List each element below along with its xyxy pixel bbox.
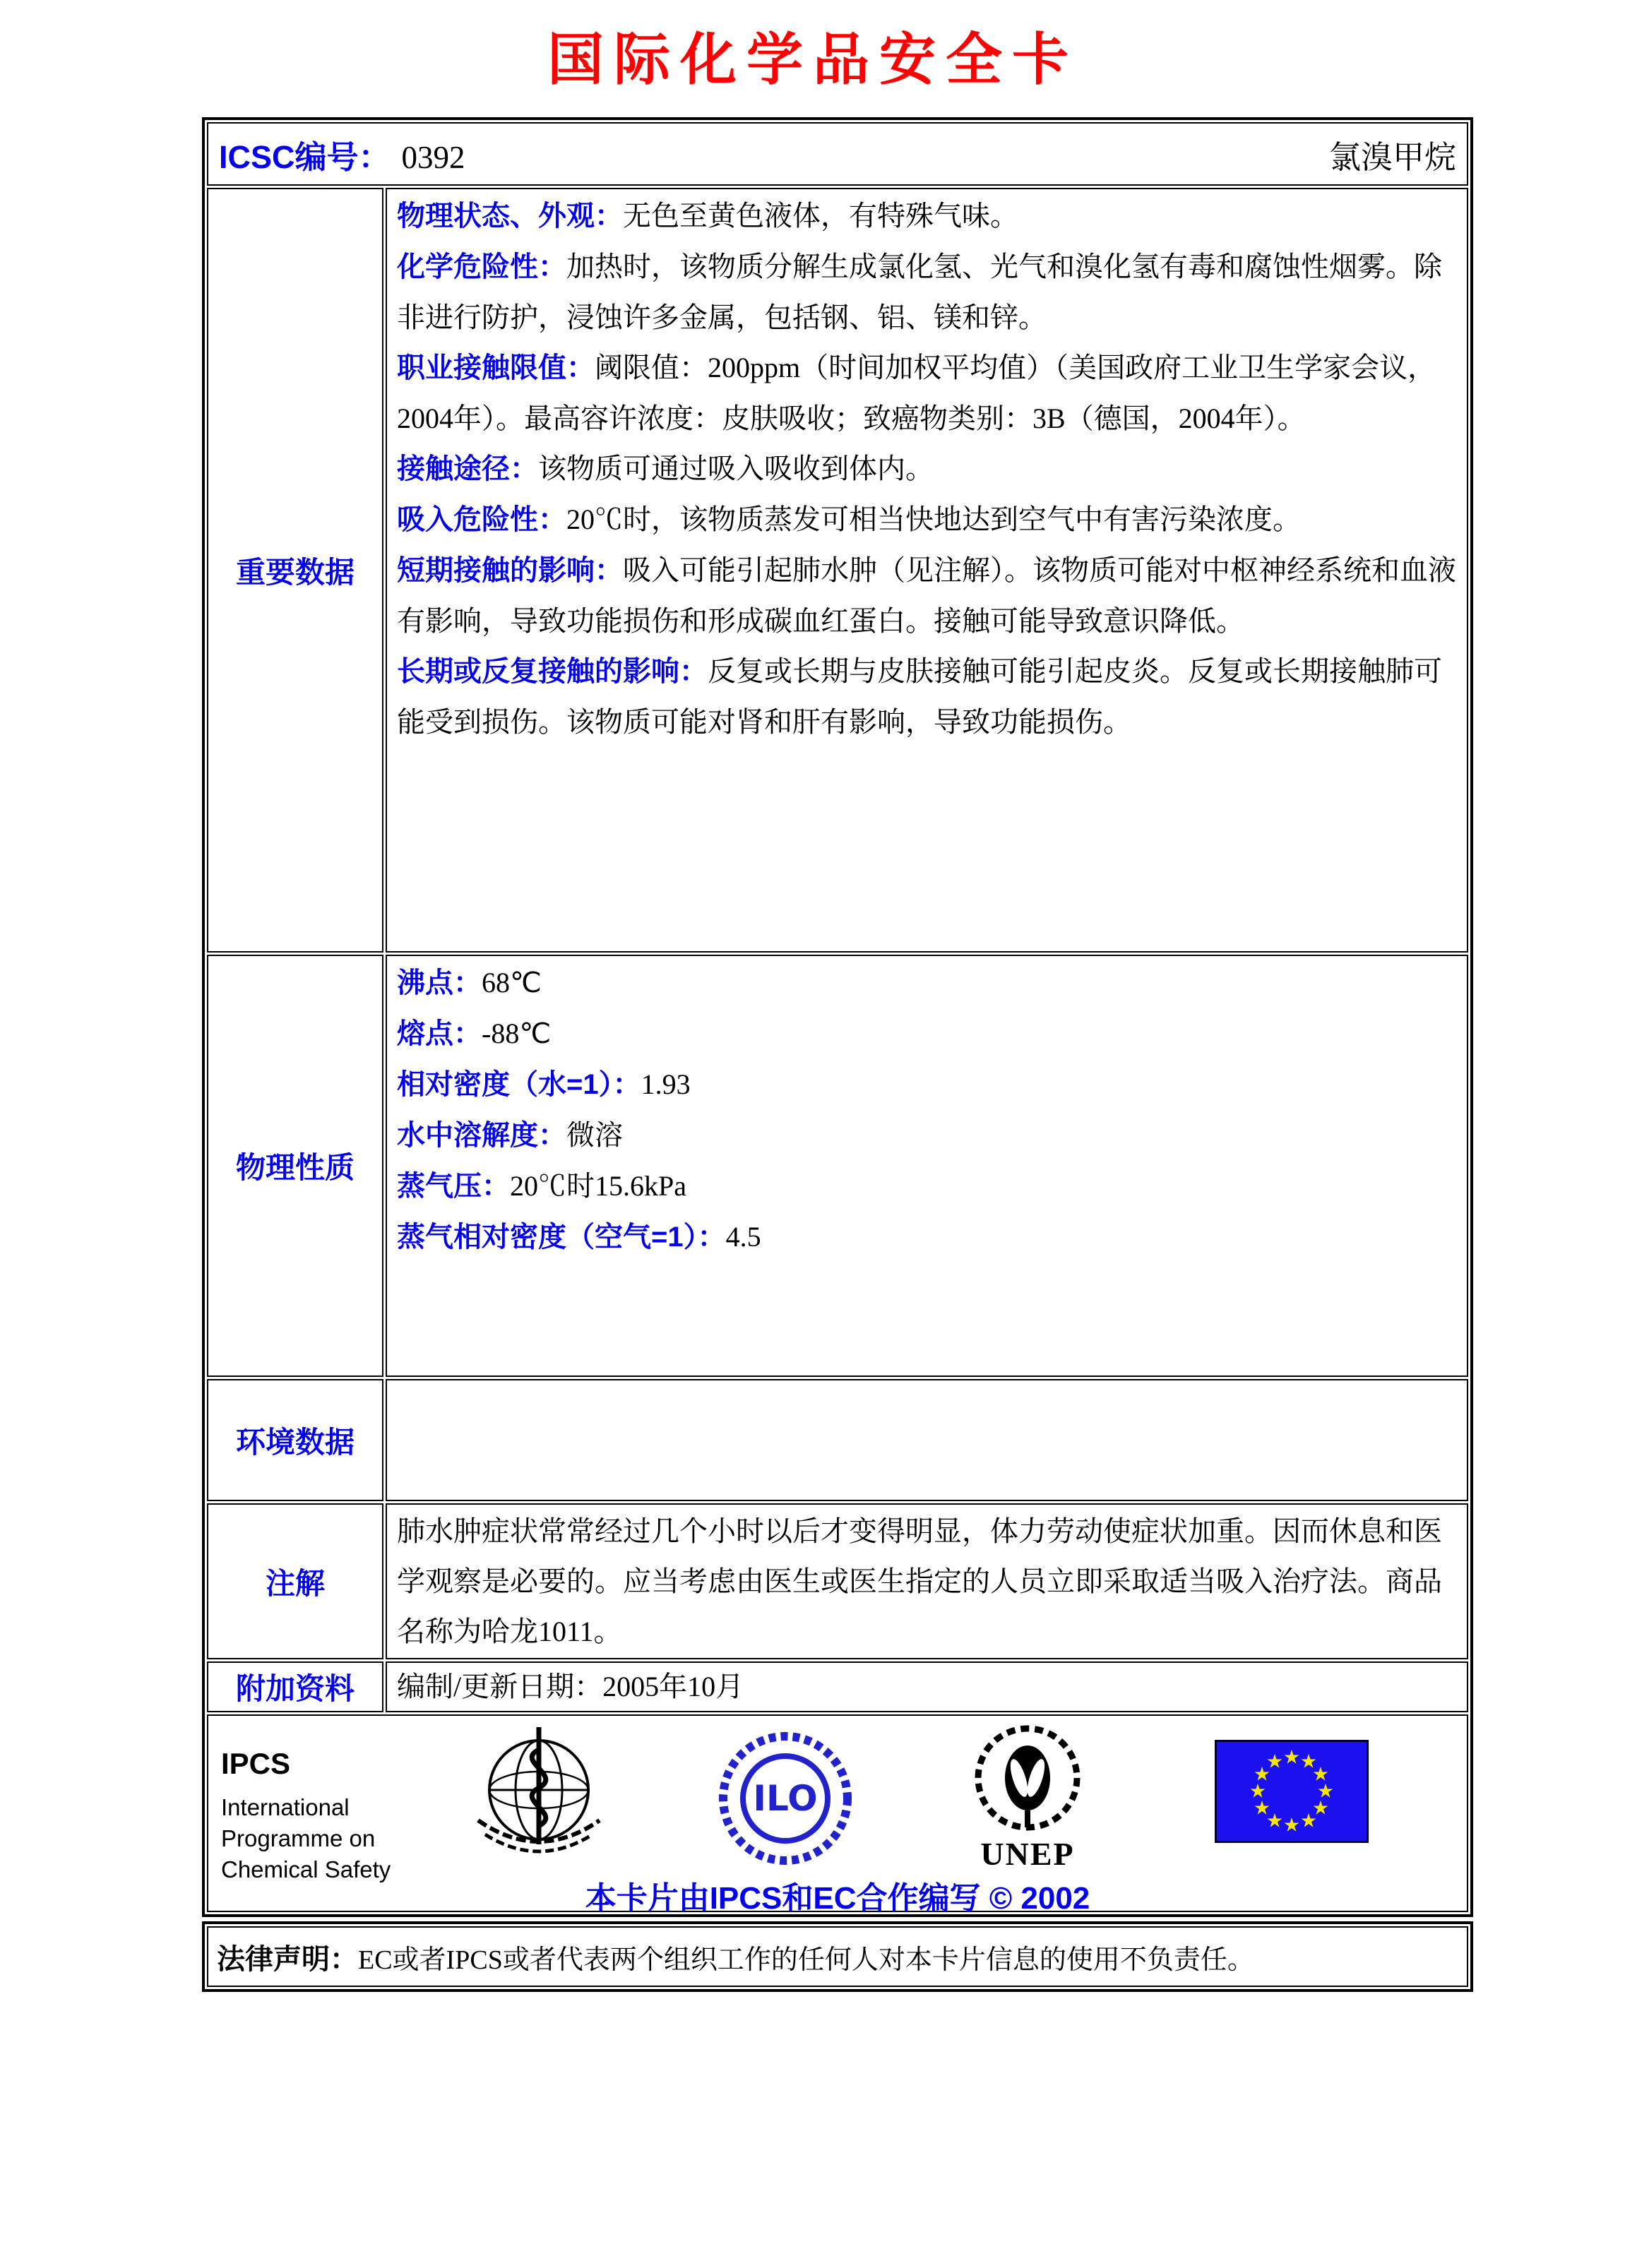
physical-item: 熔点：-88℃ — [397, 1017, 552, 1049]
logos-row — [207, 1714, 1468, 1912]
ipcs-acronym: IPCS — [221, 1747, 291, 1780]
physical-item: 蒸气相对密度（空气=1）：4.5 — [397, 1221, 761, 1253]
physical-item: 相对密度（水=1）：1.93 — [397, 1068, 691, 1100]
physical-item: 蒸气压：20℃时15.6kPa — [397, 1170, 686, 1202]
section-label-important-data: 重要数据 — [207, 188, 383, 953]
important-item: 化学危险性：加热时，该物质分解生成氯化氢、光气和溴化氢有毒和腐蚀性烟雾。除非进行防护，浸蚀许多金属，包括钢、铝、镁和锌。 — [397, 251, 1442, 333]
important-item: 职业接触限值：阈限值：200ppm（时间加权平均值）（美国政府工业卫生学家会议，2004年）。最高容许浓度：皮肤吸收；致癌物类别：3B（德国，2004年）。 — [397, 352, 1436, 434]
section-content-physical-properties — [386, 955, 1468, 1377]
svg-text:★: ★ — [1299, 1750, 1318, 1773]
icsc-number-label: ICSC编号： — [219, 138, 391, 175]
notes-row — [207, 1503, 1468, 1659]
icsc-header-row — [207, 122, 1468, 186]
additional-info-row — [207, 1661, 1468, 1712]
icsc-number-value: 0392 — [401, 139, 465, 175]
ipcs-subtitle-line: Programme on — [221, 1825, 376, 1851]
physical-properties-row — [207, 955, 1468, 1377]
section-label-notes: 注解 — [207, 1503, 383, 1659]
logos-cell — [207, 1714, 1468, 1916]
legal-notice-text: EC或者IPCS或者代表两个组织工作的任何人对本卡片信息的使用不负责任。 — [358, 1945, 1254, 1975]
important-item: 接触途径：该物质可通过吸入吸收到体内。 — [397, 453, 934, 484]
section-label-physical-properties: 物理性质 — [207, 955, 383, 1377]
notes-text: 肺水肿症状常常经过几个小时以后才变得明显，体力劳动使症状加重。因而休息和医学观察是必要的。应当考虑由医生或医生指定的人员立即采取适当吸入治疗法。商品名称为哈龙1011。 — [397, 1515, 1442, 1647]
legal-notice-table — [202, 1921, 1473, 1992]
who-logo-icon — [468, 1723, 609, 1871]
svg-text:★: ★ — [1311, 1763, 1330, 1786]
important-data-row — [207, 188, 1468, 953]
important-item: 短期接触的影响：吸入可能引起肺水肿（见注解）。该物质可能对中枢神经系统和血液有影响，导致功能损伤和形成碳血红蛋白。接触可能导致意识降低。 — [397, 554, 1456, 637]
physical-item: 水中溶解度：微溶 — [397, 1119, 623, 1151]
section-content-additional-info: 编制/更新日期：2005年10月 — [386, 1661, 1468, 1712]
svg-text:★: ★ — [1253, 1763, 1271, 1786]
legal-notice-label: 法律声明： — [217, 1943, 358, 1975]
legal-notice-row — [207, 1926, 1468, 1987]
chemical-name: 氯溴甲烷 — [1328, 139, 1456, 175]
section-label-environmental-data: 环境数据 — [207, 1379, 383, 1501]
legal-notice-cell — [207, 1926, 1468, 1987]
unep-wordmark: UNEP — [980, 1836, 1075, 1872]
svg-text:★: ★ — [1253, 1797, 1271, 1820]
svg-text:★: ★ — [1311, 1797, 1330, 1820]
important-item: 物理状态、外观：无色至黄色液体，有特殊气味。 — [397, 200, 1018, 232]
environmental-data-row — [207, 1379, 1468, 1501]
physical-item: 沸点：68℃ — [397, 967, 542, 998]
cooperation-caption: 本卡片由IPCS和EC合作编写 © 2002 — [585, 1881, 1090, 1916]
svg-text:★: ★ — [1249, 1780, 1267, 1803]
svg-text:★: ★ — [1316, 1780, 1335, 1803]
section-content-important-data — [386, 188, 1468, 953]
important-item: 长期或反复接触的影响：反复或长期与皮肤接触可能引起皮炎。反复或长期接触肺可能受到损伤。该物质可能对肾和肝有影响，导致功能损伤。 — [397, 655, 1442, 738]
unep-logo-block — [958, 1723, 1097, 1873]
unep-logo-icon — [971, 1723, 1084, 1836]
eu-flag-icon — [1215, 1740, 1369, 1843]
svg-text:ILO: ILO — [753, 1778, 818, 1819]
svg-text:★: ★ — [1266, 1810, 1284, 1832]
section-label-additional-info: 附加资料 — [207, 1661, 383, 1712]
ilo-logo-icon — [718, 1729, 852, 1868]
important-item: 吸入危险性：20℃时，该物质蒸发可相当快地达到空气中有害污染浓度。 — [397, 503, 1301, 535]
icsc-card-table — [202, 117, 1473, 1917]
svg-text:★: ★ — [1282, 1746, 1301, 1769]
svg-text:★: ★ — [1282, 1814, 1301, 1837]
section-content-environmental-data — [386, 1379, 1468, 1501]
ipcs-text-block — [221, 1747, 391, 1885]
svg-text:★: ★ — [1299, 1810, 1318, 1832]
section-content-notes — [386, 1503, 1468, 1659]
svg-text:★: ★ — [1266, 1750, 1284, 1773]
icsc-number-group — [219, 131, 465, 177]
ipcs-subtitle-line: International — [221, 1794, 350, 1820]
icsc-header-cell — [207, 122, 1468, 186]
ipcs-subtitle-line: Chemical Safety — [221, 1856, 391, 1882]
page-title: 国际化学品安全卡 — [547, 30, 1078, 92]
